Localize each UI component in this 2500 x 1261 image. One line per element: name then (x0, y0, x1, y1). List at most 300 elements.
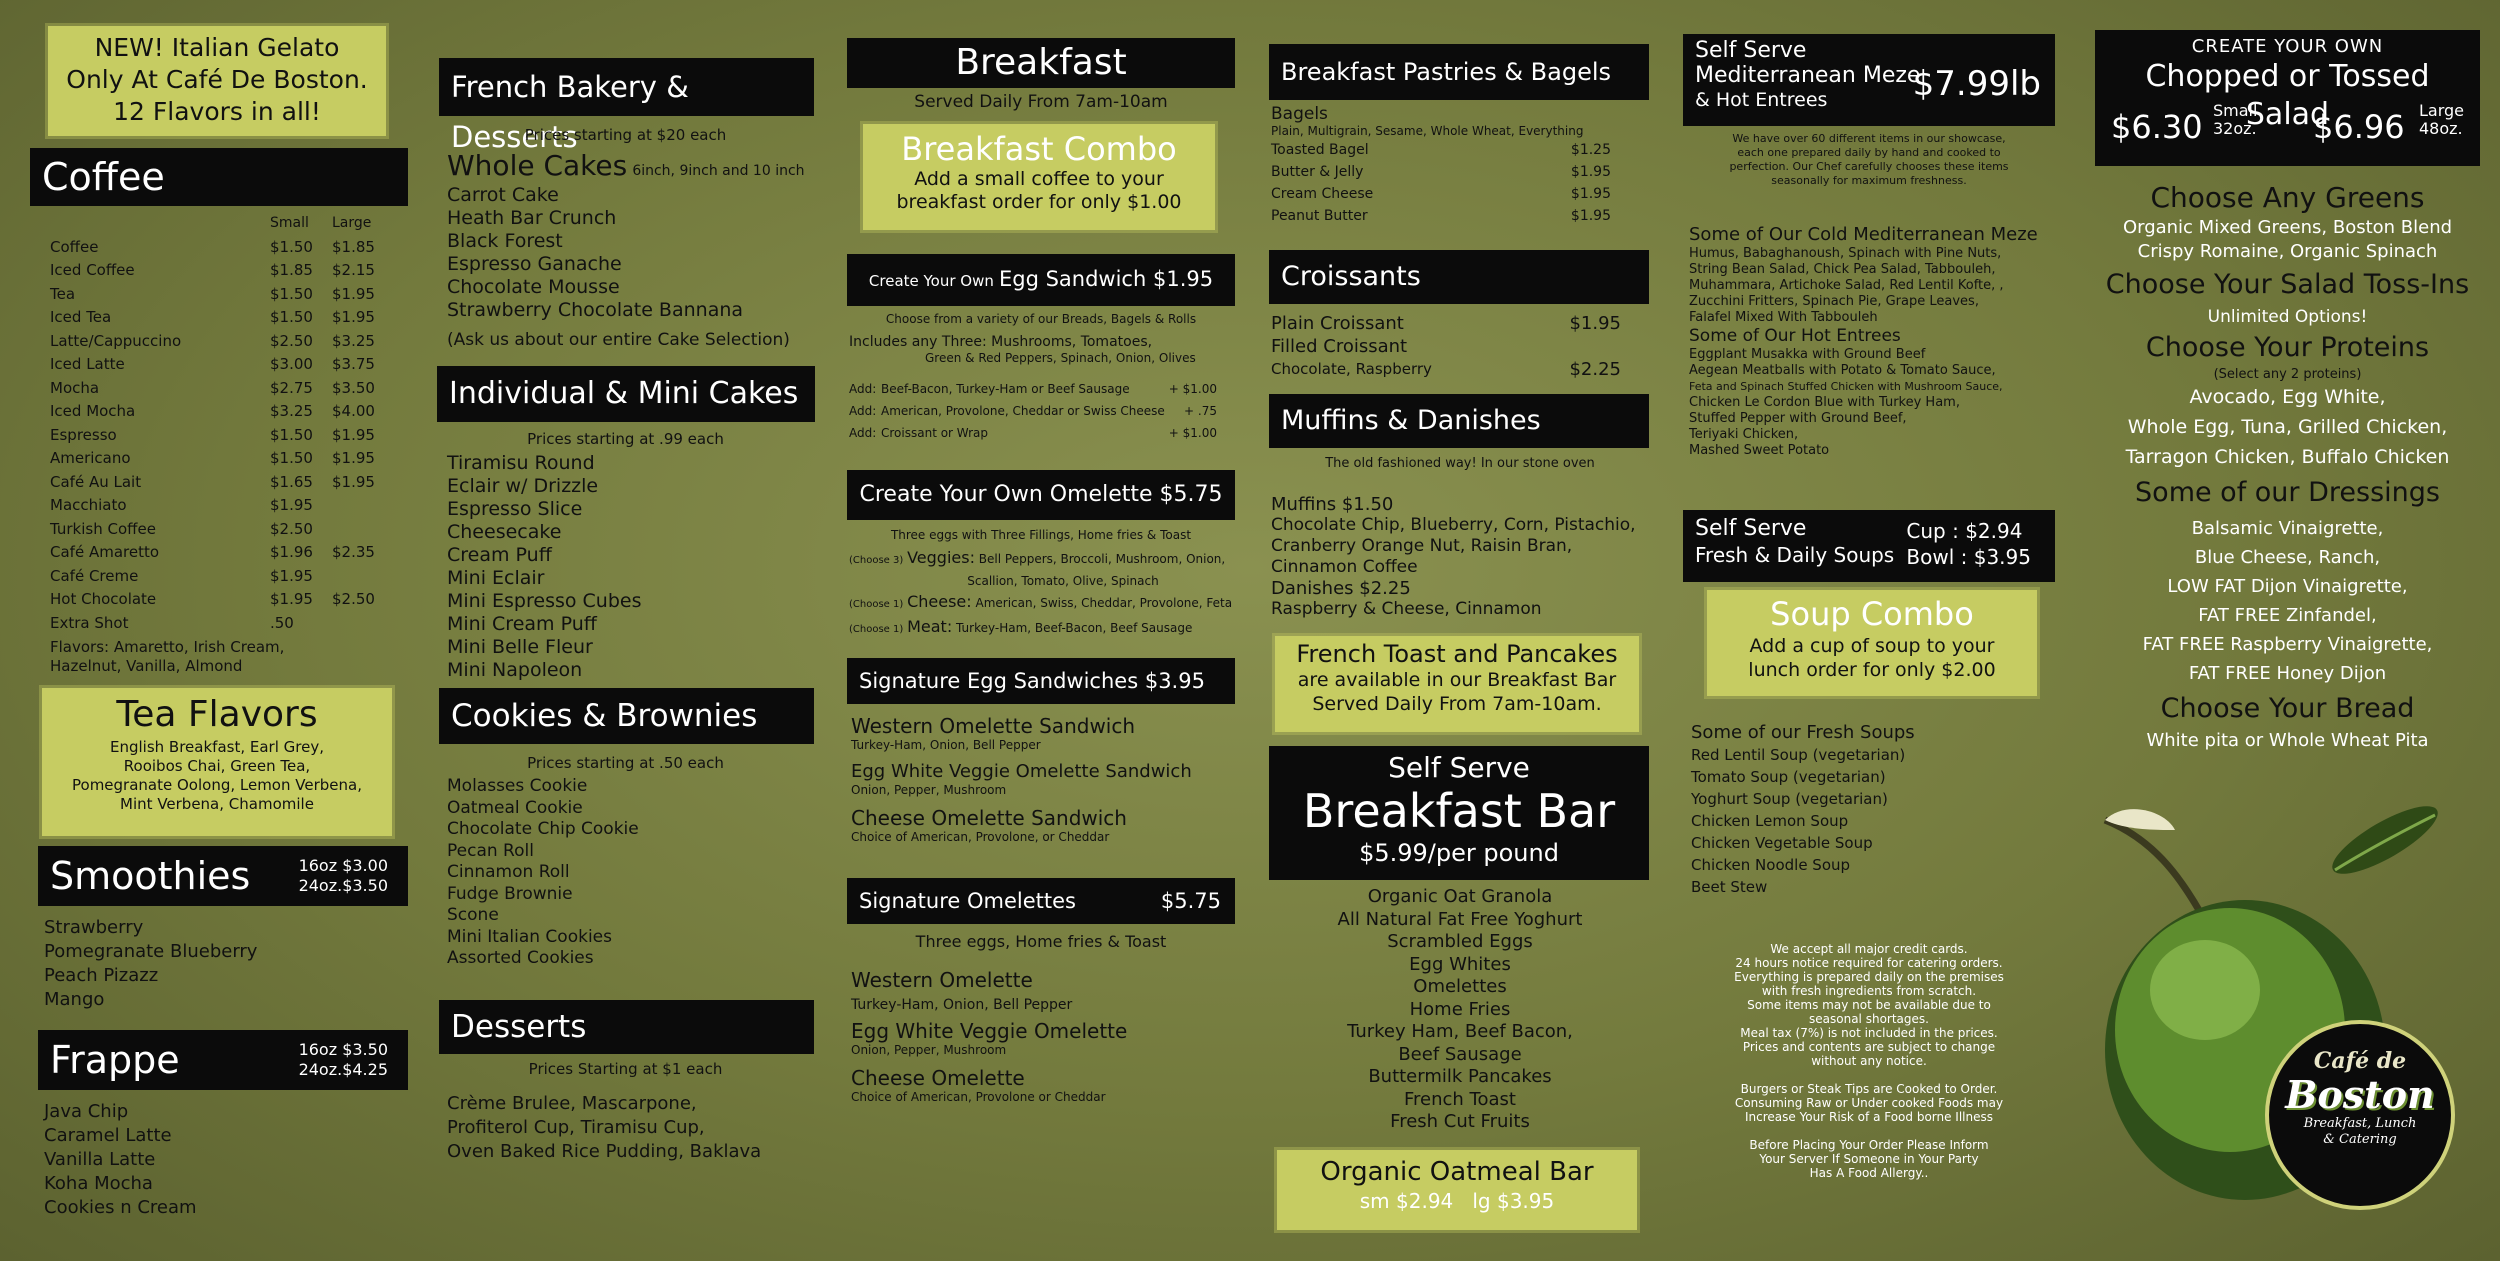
table-row (50, 494, 395, 518)
list-item: Yoghurt Soup (vegetarian) (1691, 790, 1888, 808)
notice-line: Burgers or Steak Tips are Cooked to Order. (1740, 1082, 1998, 1096)
soup-prices (1906, 518, 2031, 570)
logo-sub-text: Breakfast, Lunch (2303, 1116, 2417, 1131)
item-price (332, 612, 395, 636)
meat-row (849, 616, 1237, 641)
omelette-header: Create Your Own Omelette $5.75 (847, 470, 1235, 520)
list-item: Crème Brulee, Mascarpone, (447, 1093, 697, 1114)
egg-sandwich-title-a: Create Your Own (868, 272, 994, 290)
smoothies-price: 24oz.$3.50 (298, 876, 388, 895)
section-head: Some of Our Cold Mediterranean Meze (1689, 224, 2038, 245)
mini-cakes-list (447, 452, 642, 682)
option-line: Unlimited Options! (2207, 307, 2368, 327)
smoothies-prices (299, 856, 388, 896)
item-name: Extra Shot (50, 613, 129, 632)
list-item: Cheesecake (447, 521, 562, 543)
list-item: Eclair w/ Drizzle (447, 475, 599, 497)
list-item: Stuffed Pepper with Ground Beef, (1689, 411, 1907, 426)
item-name: Butter & Jelly (1271, 164, 1364, 180)
item-price: $1.50 (270, 284, 313, 303)
croissants-header: Croissants (1269, 250, 1649, 304)
omelette-intro: Three eggs with Three Fillings, Home fries & Toast (890, 528, 1192, 542)
item-price: $3.25 (332, 331, 375, 350)
egg-sandwich-includes (849, 334, 1237, 366)
list-item: Espresso Slice (447, 498, 583, 520)
table-row (50, 424, 395, 448)
desc-line: each one prepared daily by hand and cooked to (1737, 146, 2001, 159)
item-price (332, 518, 395, 542)
list-item: Espresso Ganache (447, 253, 622, 275)
item-title: Egg White Veggie Omelette Sandwich (851, 761, 1192, 782)
option-line: Avocado, Egg White, (2189, 386, 2386, 408)
list-item: String Bean Salad, Chick Pea Salad, Tabbouleh, (1689, 262, 1996, 277)
meze-header (1683, 34, 2055, 126)
list-item: Turkey Ham, Beef Bacon, (1347, 1021, 1573, 1042)
item-price: $1.50 (270, 237, 313, 256)
frappe-price: 16oz $3.50 (298, 1040, 388, 1059)
list-item: Carrot Cake (447, 184, 559, 206)
cookies-header: Cookies & Brownies (439, 688, 814, 744)
list-item: Mashed Sweet Potato (1689, 443, 1830, 458)
list-item: Mini Eclair (447, 567, 545, 589)
item-name: Tea (50, 284, 76, 303)
list-item: Koha Mocha (44, 1173, 153, 1194)
price-row (1271, 312, 1621, 335)
tea-line: English Breakfast, Earl Grey, (110, 738, 324, 756)
column-pastries (1265, 0, 1650, 1261)
notice-line: Increase Your Risk of a Food borne Illness (1744, 1110, 1994, 1124)
flavors-line: Flavors: Amaretto, Irish Cream, (50, 638, 285, 656)
item-title: Egg White Veggie Omelette (851, 1019, 1128, 1043)
gelato-box (48, 26, 386, 136)
list-item: Falafel Mixed With Tabbouleh (1689, 310, 1878, 325)
list-item: Tiramisu Round (447, 452, 595, 474)
egg-sandwich-title-b: Egg Sandwich $1.95 (998, 267, 1214, 291)
list-item: Raspberry & Cheese, Cinnamon (1271, 599, 1542, 619)
list-item: Fudge Brownie (447, 883, 573, 904)
item-name: Coffee (50, 237, 99, 256)
french-note: Prices starting at $20 each (524, 126, 727, 144)
table-row (50, 447, 395, 471)
column-breakfast (845, 0, 1235, 1261)
gelato-line: Only At Café De Boston. (66, 65, 368, 94)
salad-header (2095, 30, 2480, 166)
option-line: Organic Mixed Greens, Boston Blend (2122, 217, 2453, 238)
list-item: Chicken Noodle Soup (1691, 856, 1851, 874)
item-name: Plain Croissant (1271, 313, 1404, 334)
item-price (332, 565, 395, 589)
table-row (50, 283, 395, 307)
item-title: Western Omelette Sandwich (851, 714, 1136, 738)
option-line: Blue Cheese, Ranch, (2194, 547, 2381, 568)
item-price: $1.95 (332, 425, 375, 444)
list-item: Peach Pizazz (44, 965, 159, 986)
policy-notice (1683, 942, 2055, 1180)
desc-line: Includes any Three: Mushrooms, Tomatoes, (849, 334, 1153, 350)
list-item: Muhammara, Artichoke Salad, Red Lentil Kofte, , (1689, 278, 2004, 293)
item-name: Mocha (50, 378, 100, 397)
smoothies-title: Smoothies (50, 854, 251, 898)
soups-header (1683, 510, 2055, 582)
list-item: Egg Whites (1409, 953, 1511, 975)
option-line: Crispy Romaine, Organic Spinach (2137, 241, 2438, 262)
notice-line: seasonal shortages. (1809, 1012, 1929, 1026)
section-head: Some of Our Hot Entrees (1689, 326, 1901, 346)
choice-list: Bell Peppers, Broccoli, Mushroom, Onion, (978, 552, 1226, 566)
list-item: Cream Puff (447, 544, 552, 566)
choice-head: Veggies: (907, 548, 975, 567)
size-label: Small (2213, 101, 2258, 120)
danishes-price: Danishes $2.25 (1271, 578, 1411, 599)
sig-omelettes-list (851, 968, 1239, 1105)
whole-cakes-title: Whole Cakes (447, 149, 628, 182)
item-price (332, 494, 395, 518)
list-item: Mini Belle Fleur (447, 636, 593, 658)
item-name: Café Amaretto (50, 543, 160, 561)
item-name: Toasted Bagel (1271, 142, 1369, 158)
combo-line: lunch order for only $2.00 (1748, 659, 1996, 681)
choice-list: Scallion, Tomato, Olive, Spinach (967, 574, 1159, 588)
notice-line: Consuming Raw or Under cooked Foods may (1734, 1096, 2004, 1110)
desserts-note: Prices Starting at $1 each (528, 1060, 723, 1078)
list-item: Oatmeal Cookie (447, 797, 583, 818)
list-item: Scrambled Eggs (1387, 931, 1533, 952)
add-item: Croissant or Wrap (881, 426, 989, 440)
list-item: Aegean Meatballs with Potato & Tomato Sauce, (1689, 363, 1996, 378)
item-desc: Choice of American, Provolone, or Cheddar (851, 830, 1110, 844)
column-bakery (433, 0, 820, 1261)
whole-cakes-sizes: 6inch, 9inch and 10 inch (632, 163, 805, 179)
notice-line: without any notice. (1811, 1054, 1927, 1068)
item-price: $2.50 (270, 331, 313, 350)
option-line: FAT FREE Zinfandel, (2198, 605, 2377, 626)
list-item: Red Lentil Soup (vegetarian) (1691, 746, 1906, 764)
item-name: Filled Croissant (1271, 336, 1408, 357)
item-price: $1.95 (332, 472, 375, 491)
tea-flavors-title: Tea Flavors (116, 694, 318, 735)
item-name: Iced Tea (50, 308, 112, 326)
meze-line: & Hot Entrees (1695, 89, 1828, 111)
frappe-prices (299, 1040, 388, 1080)
item-price: $1.95 (270, 590, 313, 608)
list-item: Mango (44, 989, 105, 1010)
desc-line: Choose from a variety of our Breads, Bagels & Rolls (885, 312, 1197, 326)
price-row (1271, 205, 1611, 227)
list-item: Chocolate Chip, Blueberry, Corn, Pistachio, (1271, 515, 1636, 535)
table-row (50, 612, 395, 636)
item-price: $1.25 (1570, 142, 1611, 158)
oatmeal-prices: sm $2.94 lg $3.95 (1359, 1189, 1555, 1213)
section-head: Some of our Dressings (2135, 477, 2440, 508)
gelato-line: 12 Flavors in all! (113, 97, 321, 126)
flavors-line: Hazelnut, Vanilla, Almond (50, 657, 243, 675)
table-row (50, 377, 395, 401)
table-row (50, 471, 395, 495)
cold-meze (1689, 224, 2061, 459)
olive-leaf (2324, 800, 2446, 886)
notice-line: with fresh ingredients from scratch. (1761, 984, 1977, 998)
item-name: Peanut Butter (1271, 208, 1368, 224)
item-desc: Onion, Pepper, Mushroom (851, 1043, 1007, 1057)
item-price: $1.95 (332, 449, 375, 467)
meze-line: Self Serve (1695, 38, 1807, 63)
option-line: Balsamic Vinaigrette, (2191, 518, 2384, 539)
cakes-list (447, 184, 743, 322)
notice-line: Prices and contents are subject to change (1742, 1040, 1996, 1054)
item-price: $3.50 (332, 378, 375, 397)
add-item: Beef-Bacon, Turkey-Ham or Beef Sausage (881, 382, 1130, 396)
option-note: (Select any 2 proteins) (2213, 367, 2362, 382)
list-item: Chocolate Chip Cookie (447, 819, 639, 839)
item-price: $1.50 (270, 425, 313, 444)
list-item: Eggplant Musakka with Ground Beef (1689, 347, 1926, 362)
list-item: Buttermilk Pancakes (1368, 1066, 1552, 1087)
bagels-price-list (1271, 139, 1611, 227)
french-bakery-header: French Bakery & Desserts (439, 58, 814, 116)
add-price: + $1.00 (1168, 382, 1217, 396)
egg-sandwich-header (847, 254, 1235, 306)
section-head: Choose Your Salad Toss-Ins (2105, 269, 2470, 300)
item-price: $1.95 (1570, 208, 1611, 224)
item-title: Cheese Omelette (851, 1066, 1025, 1090)
add-row (849, 404, 1217, 426)
tea-line: Mint Verbena, Chamomile (120, 795, 314, 813)
item-name: Espresso (50, 425, 117, 444)
table-row (50, 588, 395, 612)
toast-line: French Toast and Pancakes (1296, 640, 1618, 668)
list-item: Cinnamon Coffee (1271, 557, 1418, 577)
table-row (50, 400, 395, 424)
egg-adds (849, 382, 1217, 448)
bar-title: Breakfast Bar (1302, 784, 1616, 838)
choose-label: (Choose 3) (849, 555, 904, 566)
list-item: Chicken Le Cordon Blue with Turkey Ham, (1689, 395, 1960, 410)
size-oz: 32oz. (2213, 119, 2257, 138)
desserts-list (447, 1092, 761, 1164)
item-price: $1.85 (270, 261, 313, 279)
item-price: $1.95 (270, 566, 313, 585)
table-row (50, 236, 395, 260)
item-price: $2.75 (270, 378, 313, 397)
sig-sandwich-list (851, 714, 1239, 845)
list-item: Tomato Soup (vegetarian) (1691, 768, 1886, 786)
egg-sandwich-desc (845, 312, 1237, 327)
sig-omelettes-header (847, 878, 1235, 924)
item-price: $1.65 (270, 472, 313, 491)
smoothies-header (38, 846, 408, 906)
item-price: $1.50 (270, 449, 313, 467)
list-item: Beet Stew (1691, 878, 1768, 896)
item-price: $1.96 (270, 543, 313, 561)
section-head: Choose Your Proteins (2145, 332, 2430, 363)
item-price: $1.95 (1569, 313, 1621, 334)
item-price: $1.95 (1570, 186, 1611, 202)
column-header: Small (270, 215, 309, 231)
tea-line: Rooibos Chai, Green Tea, (123, 757, 311, 775)
list-item: Vanilla Latte (44, 1149, 156, 1170)
salad-title: Chopped or Tossed Salad (2145, 59, 2430, 132)
omelette-choices (849, 548, 1237, 641)
item-name: Cream Cheese (1271, 186, 1374, 202)
item-desc: Turkey-Ham, Onion, Bell Pepper (851, 997, 1073, 1013)
smoothies-price: 16oz $3.00 (298, 856, 388, 875)
muffins-note: The old fashioned way! In our stone oven (1325, 456, 1595, 471)
add-row (849, 426, 1217, 448)
table-row (50, 306, 395, 330)
choice-list: Turkey-Ham, Beef-Bacon, Beef Sausage (956, 621, 1193, 635)
item-name: Macchiato (50, 496, 127, 514)
list-item: Zucchini Fritters, Spinach Pie, Grape Leaves, (1689, 294, 1979, 309)
list-item: Humus, Babaghanoush, Spinach with Pine Nuts, (1689, 246, 2002, 261)
list-item: Pomegranate Blueberry (44, 941, 258, 962)
list-item: Teriyaki Chicken, (1689, 427, 1799, 442)
salad-options (2095, 180, 2480, 752)
notice-line: 24 hours notice required for catering orders. (1735, 956, 2003, 970)
section-head: Choose Any Greens (2150, 181, 2425, 214)
table-row (50, 541, 395, 565)
column-header: Large (332, 215, 372, 231)
coffee-header: Coffee (30, 148, 408, 206)
list-item: Molasses Cookie (447, 776, 588, 796)
list-item: Java Chip (44, 1101, 129, 1122)
soup-combo-box (1707, 590, 2037, 696)
whole-cakes (447, 148, 817, 184)
item-price: $4.00 (332, 402, 375, 420)
combo-line: breakfast order for only $1.00 (896, 191, 1182, 213)
combo-line: Add a cup of soup to your (1749, 635, 1995, 657)
column-salad (2095, 0, 2480, 1261)
table-row (50, 353, 395, 377)
frappe-header (38, 1030, 408, 1090)
toast-line: Served Daily From 7am-10am. (1312, 693, 1602, 715)
add-price: + .75 (1184, 404, 1217, 418)
item-desc: Turkey-Ham, Onion, Bell Pepper (851, 738, 1041, 752)
price-row (1271, 161, 1611, 183)
list-item: Mini Espresso Cubes (447, 590, 642, 612)
item-desc: Onion, Pepper, Mushroom (851, 783, 1007, 797)
list-item: Feta and Spinach Stuffed Chicken with Mushroom Sauce, (1689, 380, 2003, 393)
breakfast-combo-box (863, 124, 1215, 230)
meze-line: Mediterranean Meze (1695, 63, 1921, 88)
item-price: $2.50 (332, 590, 375, 608)
table-row (50, 259, 395, 283)
coffee-price-table (50, 212, 395, 635)
notice-line: We accept all major credit cards. (1770, 942, 1968, 956)
breakfast-bar-list (1265, 886, 1655, 1134)
frappe-list (44, 1100, 197, 1220)
soup-price: Bowl : $3.95 (1906, 545, 2031, 569)
item-price: $2.50 (270, 519, 313, 538)
section-head: Choose Your Bread (2160, 693, 2415, 724)
meze-price: $7.99lb (1912, 64, 2041, 104)
toast-line: are available in our Breakfast Bar (1297, 669, 1617, 691)
option-line: FAT FREE Raspberry Vinaigrette, (2142, 634, 2433, 655)
small-label-group (2213, 102, 2257, 138)
logo-main-text: Boston (2285, 1072, 2435, 1117)
fresh-soups (1691, 722, 2051, 898)
column-drinks (30, 0, 415, 1261)
notice-line: Some items may not be available due to (1747, 998, 1991, 1012)
salad-top: CREATE YOUR OWN (2191, 36, 2384, 57)
item-price: $3.25 (270, 402, 313, 420)
notice-line: Has A Food Allergy.. (1809, 1166, 1929, 1180)
veggies-row (849, 548, 1237, 571)
list-item: Heath Bar Crunch (447, 207, 617, 229)
add-label: Add: (849, 404, 877, 418)
option-line: White pita or Whole Wheat Pita (2146, 730, 2429, 751)
bagels-section (1271, 104, 1641, 227)
table-row (50, 518, 395, 542)
list-item: Cranberry Orange Nut, Raisin Bran, (1271, 536, 1573, 556)
item-price: $2.15 (332, 261, 375, 279)
item-name: Iced Mocha (50, 402, 136, 420)
list-item: All Natural Fat Free Yoghurt (1337, 908, 1583, 930)
desc-line: seasonally for maximum freshness. (1771, 174, 1967, 187)
list-item: Cinnamon Roll (447, 862, 570, 882)
bar-line: Self Serve (1388, 751, 1530, 784)
bar-price: $5.99/per pound (1359, 839, 1559, 867)
choose-label: (Choose 1) (849, 624, 904, 635)
list-item: Pecan Roll (447, 840, 534, 861)
list-item: Cookies n Cream (44, 1197, 197, 1218)
muffins-list (1271, 494, 1651, 620)
item-price: $1.95 (332, 284, 375, 303)
add-label: Add: (849, 426, 877, 440)
meze-description (1683, 132, 2055, 188)
mini-note: Prices starting at .99 each (527, 430, 724, 448)
price-row (1271, 358, 1621, 381)
item-price: $3.75 (332, 355, 375, 373)
breakfast-header: Breakfast (847, 38, 1235, 88)
item-name: Iced Coffee (50, 261, 135, 279)
add-price: + $1.00 (1168, 426, 1217, 440)
list-item: Profiterol Cup, Tiramisu Cup, (447, 1117, 705, 1138)
logo-sub-text: & Catering (2323, 1132, 2397, 1147)
add-item: American, Provolone, Cheddar or Swiss Cheese (881, 404, 1165, 418)
list-item: Mini Cream Puff (447, 613, 597, 635)
item-price: $1.50 (270, 308, 313, 326)
item-price: $1.95 (270, 496, 313, 514)
combo-line: Add a small coffee to your (914, 168, 1164, 190)
size-label: Large (2419, 101, 2465, 120)
list-item: Strawberry (44, 917, 144, 938)
bagels-types: Plain, Multigrain, Sesame, Whole Wheat, Everything (1271, 124, 1584, 138)
item-name: Chocolate, Raspberry (1271, 360, 1432, 378)
choose-label: (Choose 1) (849, 599, 904, 610)
item-name: Americano (50, 449, 131, 467)
croissants-list (1271, 312, 1621, 381)
item-price: $1.95 (1570, 164, 1611, 180)
cake-ask-note: (Ask us about our entire Cake Selection) (447, 330, 790, 350)
table-row (50, 565, 395, 589)
item-name: Turkish Coffee (50, 519, 156, 538)
list-item: Caramel Latte (44, 1125, 172, 1146)
notice-line: Meal tax (7%) is not included in the prices. (1740, 1026, 1998, 1040)
option-line: FAT FREE Honey Dijon (2188, 663, 2387, 684)
item-price: $3.00 (270, 355, 313, 373)
list-item: Chicken Vegetable Soup (1691, 834, 1873, 852)
list-item: Omelettes (1413, 976, 1507, 997)
bagels-head: Bagels (1271, 104, 1328, 124)
cookies-list (447, 776, 639, 970)
olive-illustration (2095, 800, 2480, 1261)
choice-list: American, Swiss, Cheddar, Provolone, Feta (975, 596, 1233, 610)
combo-title: Breakfast Combo (901, 130, 1177, 168)
soups-line: Self Serve (1695, 516, 1807, 541)
item-price: $2.35 (332, 543, 375, 561)
list-item: Assorted Cookies (447, 948, 594, 968)
smoothies-list (44, 916, 257, 1012)
